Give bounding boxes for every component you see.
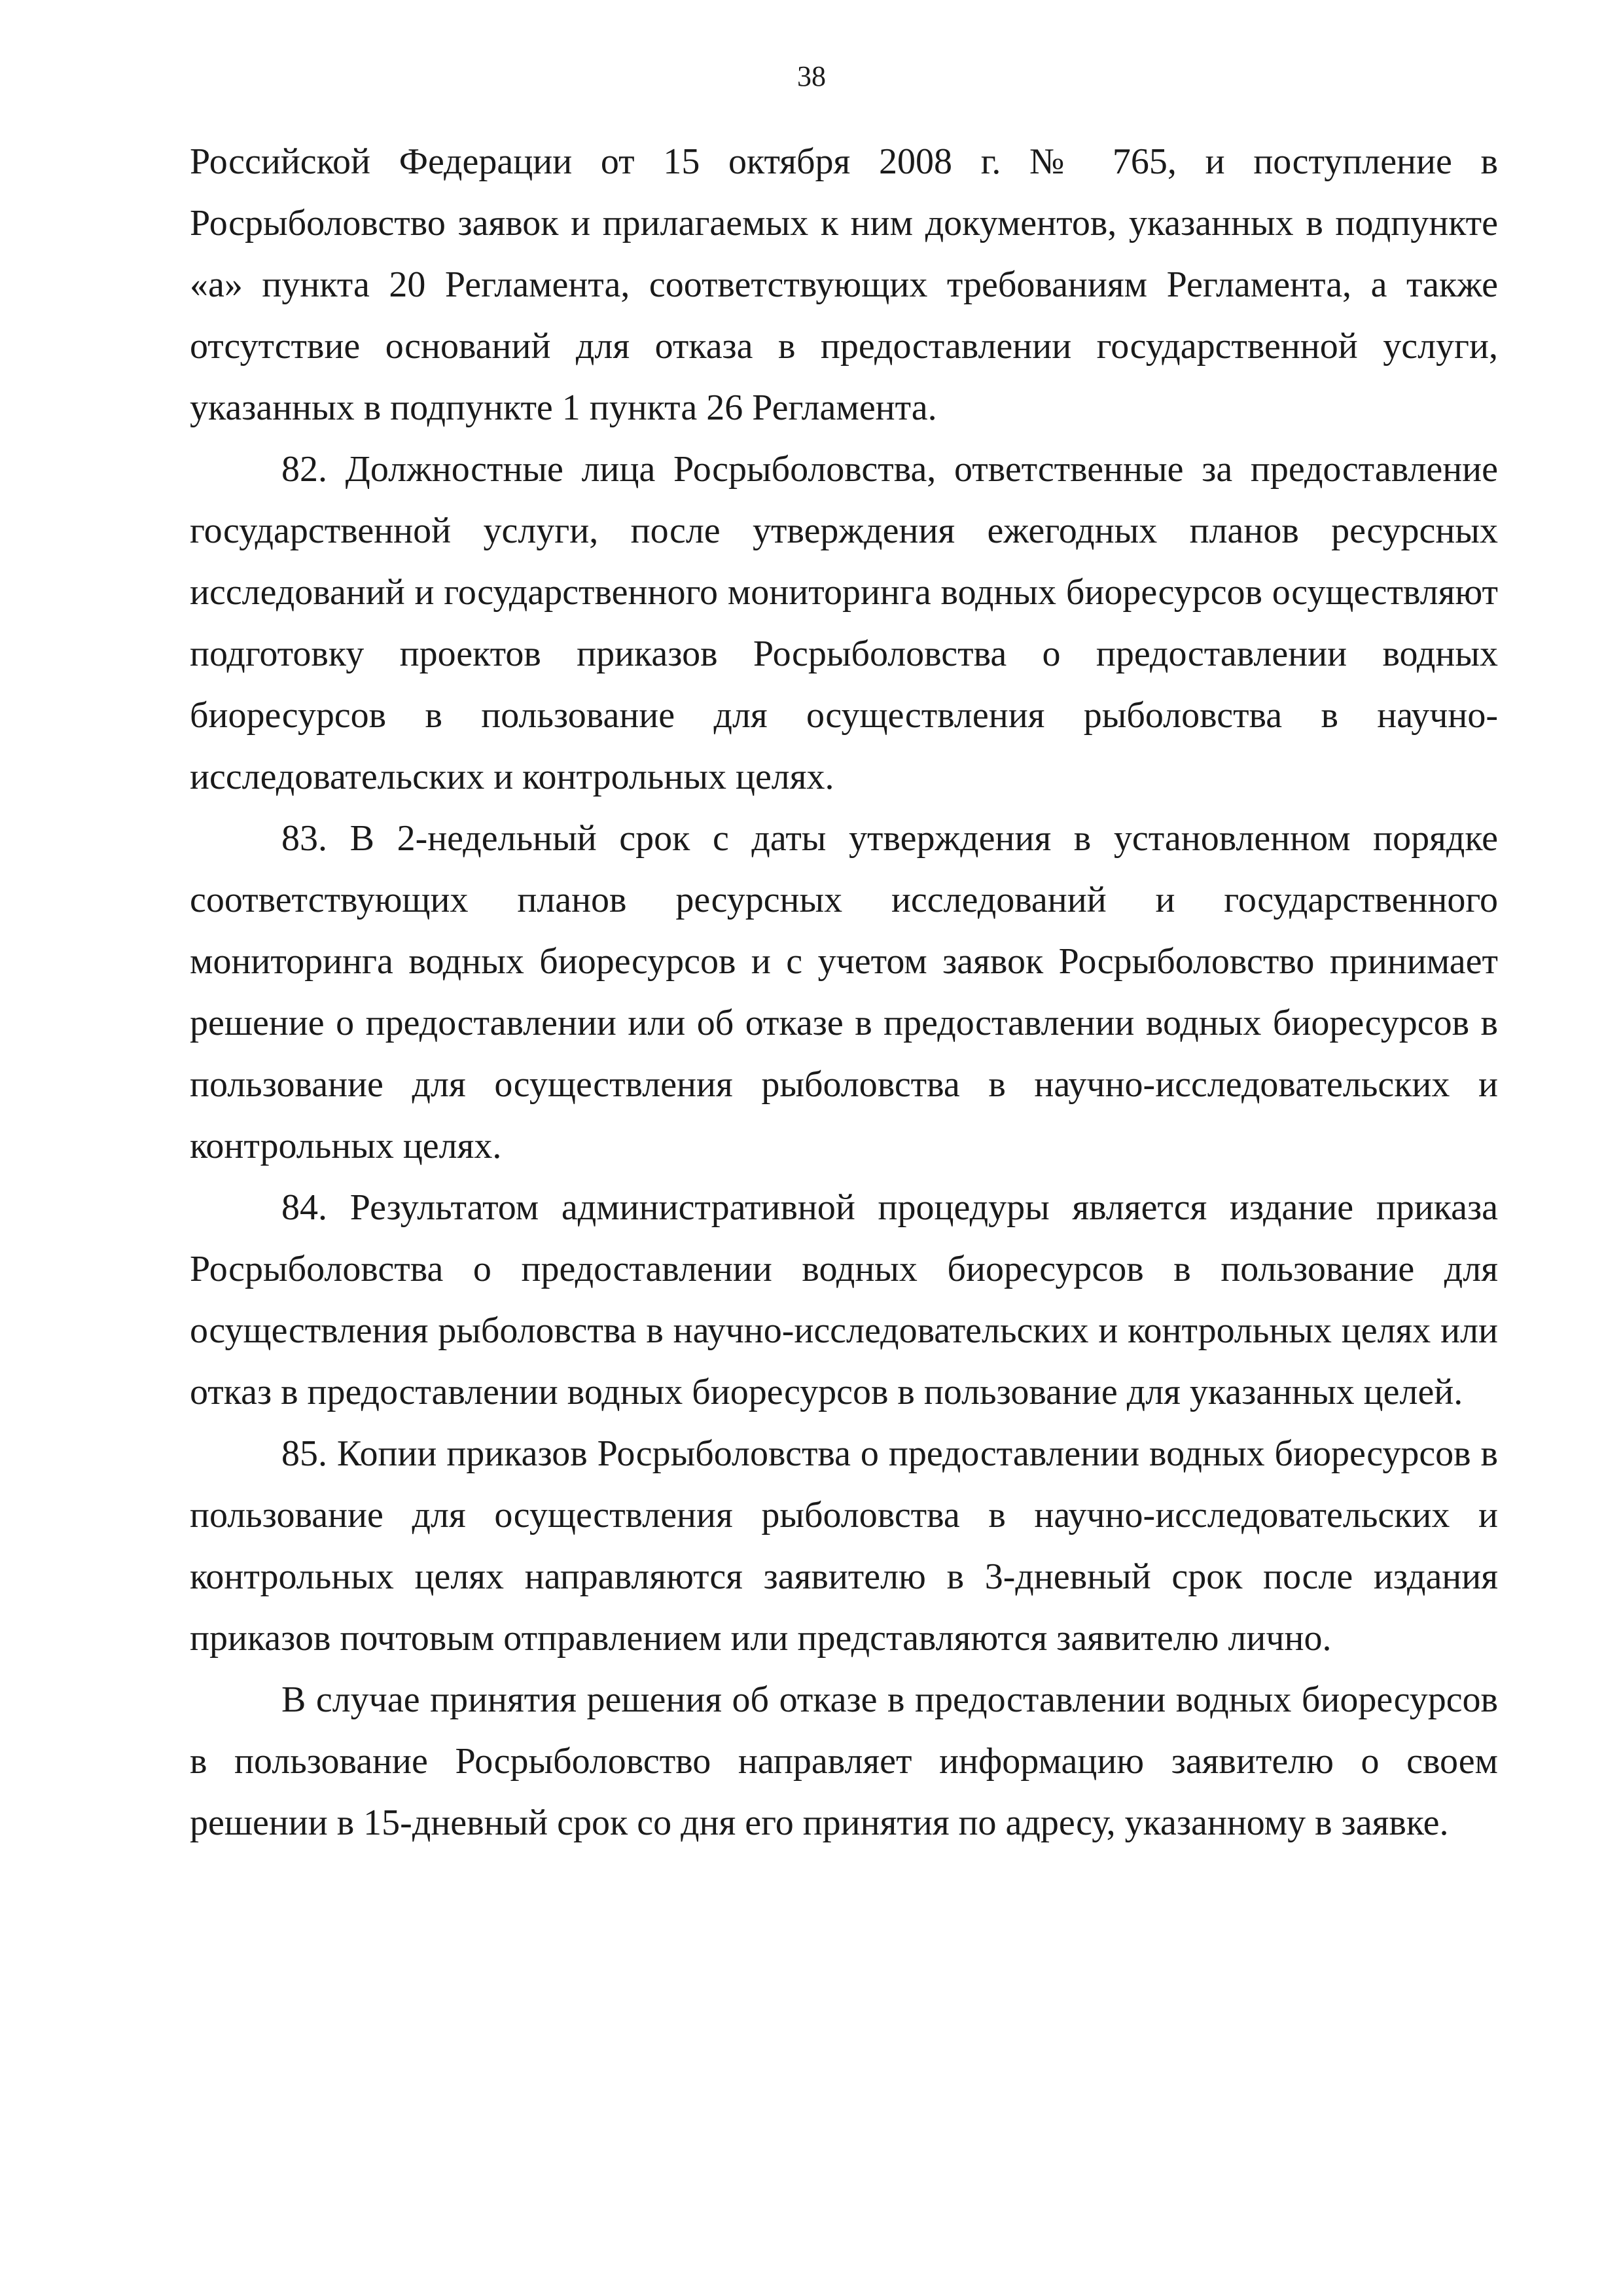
document-body	[190, 131, 1498, 1854]
paragraph-85: 85. Копии приказов Росрыболовства о предоставлении водных биоресурсов в пользование для осуществления рыболовства в научно-исследовательских и контрольных целях направляются заявителю в 3-дневный срок после издания приказов почтовым отправлением или представляются заявителю лично.	[190, 1433, 1498, 1659]
paragraph-refusal-notice: В случае принятия решения об отказе в предоставлении водных биоресурсов в пользование Росрыболовство направляет информацию заявителю о своем решении в 15-дневный срок со дня его принятия по адресу, указанному в заявке.	[190, 1679, 1498, 1843]
paragraph-84: 84. Результатом административной процедуры является издание приказа Росрыболовства о предоставлении водных биоресурсов в пользование для осуществления рыболовства в научно-исследовательских и контрольных целях или отказ в предоставлении водных биоресурсов в пользование для указанных целей.	[190, 1187, 1498, 1412]
paragraph-continuation: Российской Федерации от 15 октября 2008 г. № 765, и поступление в Росрыболовство заявок и прилагаемых к ним документов, указанных в подпункте «а» пункта 20 Регламента, соответствующих требованиям Регламента, а также отсутствие оснований для отказа в предоставлении государственной услуги, указанных в подпункте 1 пункта 26 Регламента.	[190, 141, 1498, 428]
paragraph-83: 83. В 2-недельный срок с даты утверждения в установленном порядке соответствующих планов ресурсных исследований и государственного мониторинга водных биоресурсов и с учетом заявок Росрыболовство принимает решение о предоставлении или об отказе в предоставлении водных биоресурсов в пользование для осуществления рыболовства в научно-исследовательских и контрольных целях.	[190, 818, 1498, 1166]
page-number: 38	[797, 60, 826, 92]
paragraph-82: 82. Должностные лица Росрыболовства, ответственные за предоставление государственной услуги, после утверждения ежегодных планов ресурсных исследований и государственного мониторинга водных биоресурсов осуществляют подготовку проектов приказов Росрыболовства о предоставлении водных биоресурсов в пользование для осуществления рыболовства в научно-исследовательских и контрольных целях.	[190, 449, 1498, 797]
